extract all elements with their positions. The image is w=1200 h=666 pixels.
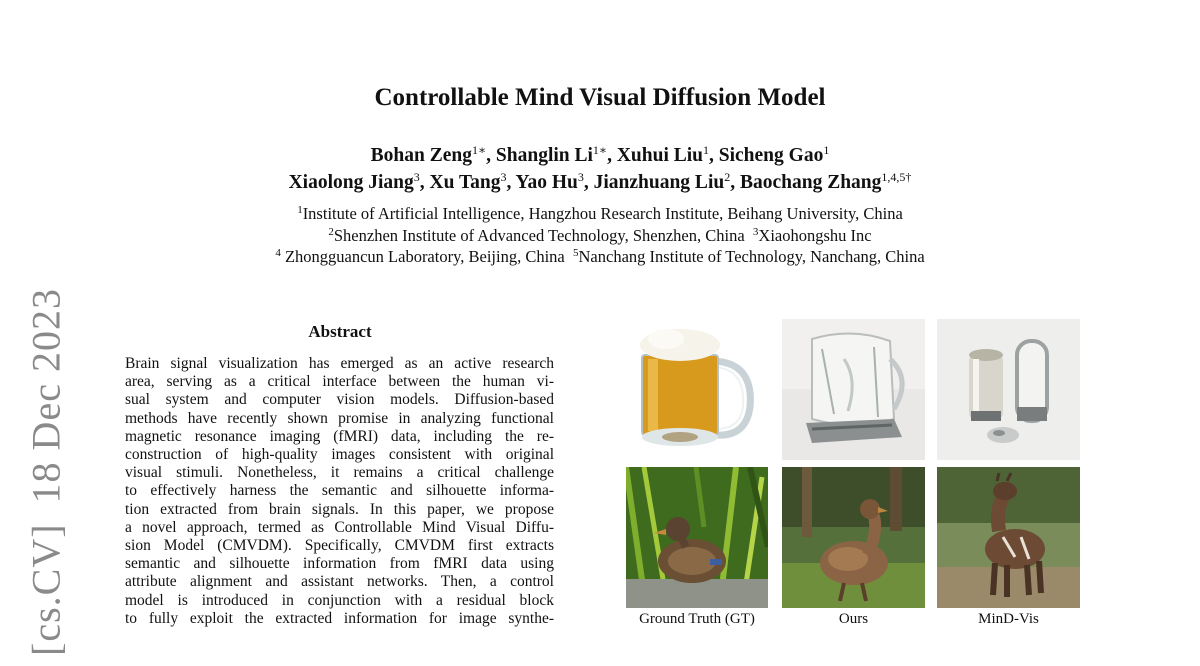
caption-ground-truth: Ground Truth (GT) xyxy=(639,611,755,627)
abstract-line: visual stimuli. Nonetheless, it remains a critical challenge xyxy=(125,464,554,482)
author-sup: 1∗ xyxy=(472,143,487,157)
paper-title: Controllable Mind Visual Diffusion Model xyxy=(374,84,826,111)
abstract-line: semantic and silhouette information from fMRI data using xyxy=(125,555,554,573)
affiliation: Shenzhen Institute of Advanced Technology, Shenzhen, China xyxy=(333,225,745,245)
author-sup: 3 xyxy=(577,170,584,184)
author-line-1: Bohan Zeng$^{1∗}$, Shanglin $Li^{1∗}$, Xuhui Liu$^1$, Sicheng Gao$^1$ xyxy=(370,143,830,166)
figure-beer-mug-ours xyxy=(782,319,925,460)
abstract-line: sual system and computer vision models. Diffusion-based xyxy=(125,391,554,409)
affiliation-line-3 xyxy=(0,246,1200,268)
author: Bohan Zeng xyxy=(370,145,472,166)
affiliation-line-2 xyxy=(0,225,1200,247)
author: Shanglin Li xyxy=(495,145,593,166)
abstract-line: magnetic resonance imaging (fMRI) data, including the re- xyxy=(125,427,554,445)
abstract-line: model is introduced in conjunction with a residual block xyxy=(125,591,554,609)
author-list xyxy=(0,142,1200,196)
affiliation: Xiaohongshu Inc xyxy=(758,225,872,245)
author: Xiaolong Jiang xyxy=(288,172,414,193)
author-sup: 1,4,5† xyxy=(881,170,912,184)
abstract-line: area, serving as a critical interface between the human vi- xyxy=(125,373,554,391)
abstract-line: sion Model (CMVDM). Specifically, CMVDM first extracts xyxy=(125,537,554,555)
caption-ours: Ours xyxy=(838,611,869,627)
figure-beer-mug-mindvis xyxy=(937,319,1080,460)
affiliation: Institute of Artificial Intelligence, Hangzhou Research Institute, Beihang University, China xyxy=(302,204,903,223)
author-line-2: Xiaolong Jiang$^3$, Xu Tang$^3$, Yao Hu$^3$, Jianzhuang Liu$^2$, Baochang Zhang$^{1,4,5\dagger}$ xyxy=(288,170,912,193)
figure-duck-ours xyxy=(782,467,925,608)
arxiv-category: [cs.CV] xyxy=(23,523,69,656)
figure-duck-mindvis xyxy=(937,467,1080,608)
author-sup: 2 xyxy=(724,170,731,184)
affiliation-line-1 xyxy=(0,203,1200,225)
author: Yao Hu xyxy=(515,172,578,193)
abstract-line: Brain signal visualization has emerged as an active research xyxy=(125,355,554,372)
abstract-line: construction of high-quality images consistent with original xyxy=(125,446,554,464)
author: Baochang Zhang xyxy=(739,172,882,193)
abstract-line: to effectively harness the semantic and silhouette informa- xyxy=(125,482,554,500)
figure-beer-mug-gt xyxy=(626,319,768,460)
abstract-line: a novel approach, termed as Controllable Mind Visual Diffu- xyxy=(125,518,554,536)
author: Xuhui Liu xyxy=(616,145,704,166)
arxiv-date: 18 Dec 2023 xyxy=(23,288,69,504)
abstract-heading: Abstract xyxy=(308,322,372,341)
author: Jianzhuang Liu xyxy=(593,172,725,193)
author-sup: 1 xyxy=(703,143,710,157)
abstract-line: to fully exploit the extracted information for image synthe- xyxy=(125,609,554,627)
affil-sup: 3 xyxy=(752,225,759,238)
author: Xu Tang xyxy=(429,172,501,193)
figure-duck-gt xyxy=(626,467,768,608)
affil-sup: 5 xyxy=(573,247,579,259)
author-sup: 3 xyxy=(500,170,507,184)
author-sup: 1 xyxy=(823,143,830,157)
abstract-line: tion extracted from brain signals. In this paper, we propose xyxy=(125,500,554,518)
author-sup: 1∗ xyxy=(592,143,608,157)
caption-mindvis: MinD-Vis xyxy=(978,611,1039,627)
affiliations xyxy=(0,203,1200,268)
affil-sup: 4 xyxy=(275,247,281,259)
abstract-line: attribute alignment and assistant networks. Then, a control xyxy=(125,573,554,591)
abstract-body xyxy=(125,355,554,628)
affil-sup: 1 xyxy=(297,204,303,216)
affiliation: Zhongguancun Laboratory, Beijing, China xyxy=(280,247,565,266)
author-sup: 3 xyxy=(413,170,420,184)
abstract-line: methods have recently shown promise in analyzing functional xyxy=(125,409,554,427)
affil-sup: 2 xyxy=(328,225,334,238)
arxiv-stamp xyxy=(23,278,70,666)
author: Sicheng Gao xyxy=(718,145,824,166)
affiliation: Nanchang Institute of Technology, Nanchang, China xyxy=(578,247,925,266)
